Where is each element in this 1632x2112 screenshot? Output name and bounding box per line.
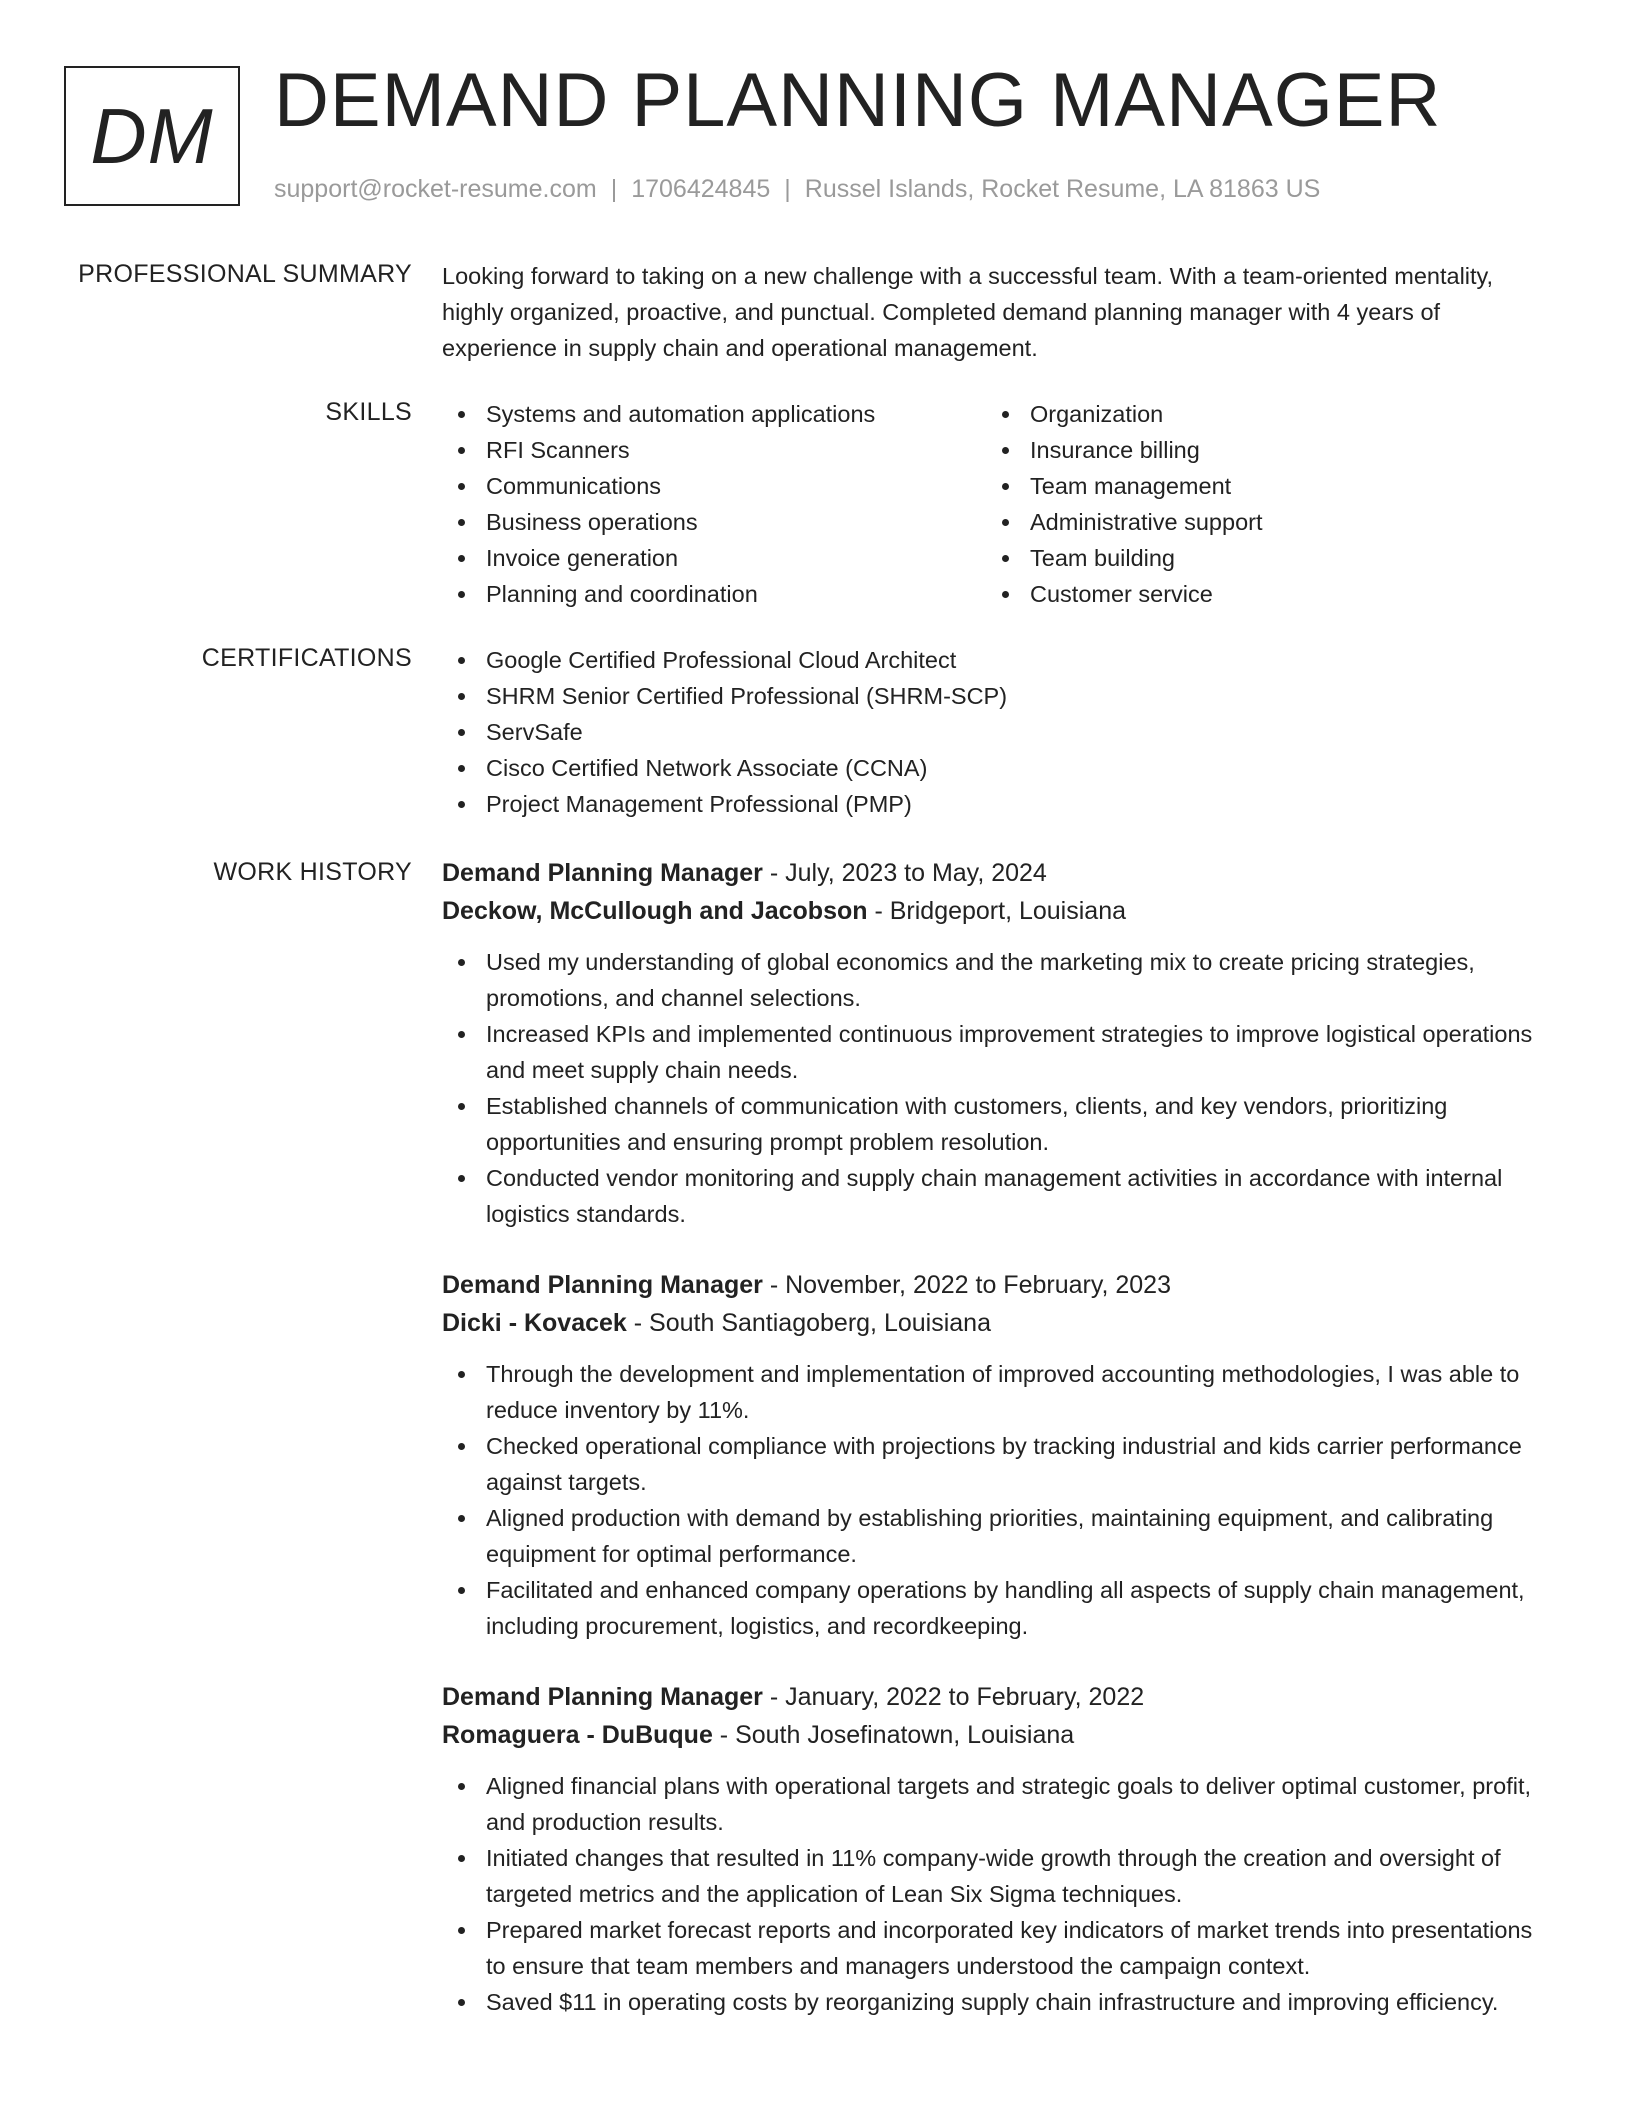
certifications-list bbox=[442, 642, 1552, 822]
skill-item: Administrative support bbox=[986, 504, 1530, 540]
job-title-line bbox=[442, 854, 1552, 892]
job-company: Romaguera - DuBuque bbox=[442, 1721, 713, 1749]
job-title: Demand Planning Manager bbox=[442, 859, 763, 887]
contact-address: Russel Islands, Rocket Resume, LA 81863 US bbox=[804, 175, 1321, 203]
skills-list-right bbox=[986, 396, 1530, 612]
section-label-summary: PROFESSIONAL SUMMARY bbox=[78, 260, 412, 288]
job-dates: - July, 2023 to May, 2024 bbox=[762, 859, 1047, 887]
job-bullet: Established channels of communication with customers, clients, and key vendors, prioritizing opportunities and ensuring prompt problem resolution. bbox=[442, 1088, 1552, 1160]
skill-item: Planning and coordination bbox=[442, 576, 986, 612]
job-bullet: Aligned financial plans with operational targets and strategic goals to deliver optimal customer, profit, and production results. bbox=[442, 1768, 1552, 1840]
job-bullet: Aligned production with demand by establishing priorities, maintaining equipment, and calibrating equipment for optimal performance. bbox=[442, 1500, 1552, 1572]
skill-item: Business operations bbox=[442, 504, 986, 540]
job-title: Demand Planning Manager bbox=[442, 1271, 763, 1299]
job-entry bbox=[442, 1678, 1552, 2020]
job-location: - South Santiagoberg, Louisiana bbox=[626, 1309, 991, 1337]
job-title-line bbox=[442, 1266, 1552, 1304]
job-entry bbox=[442, 1266, 1552, 1644]
job-company-line bbox=[442, 1716, 1552, 1754]
job-bullet: Used my understanding of global economics and the marketing mix to create pricing strategies, promotions, and channel selections. bbox=[442, 944, 1552, 1016]
job-title: Demand Planning Manager bbox=[442, 1683, 763, 1711]
skill-item: Systems and automation applications bbox=[442, 396, 986, 432]
job-company: Dicki - Kovacek bbox=[442, 1309, 627, 1337]
job-bullet: Saved $11 in operating costs by reorganizing supply chain infrastructure and improving efficiency. bbox=[442, 1984, 1552, 2020]
skills-list-left bbox=[442, 396, 986, 612]
job-bullet: Facilitated and enhanced company operations by handling all aspects of supply chain management, including procurement, logistics, and recordkeeping. bbox=[442, 1572, 1552, 1644]
contact-separator: | bbox=[610, 175, 618, 203]
certification-item: SHRM Senior Certified Professional (SHRM-SCP) bbox=[442, 678, 1552, 714]
job-location: - Bridgeport, Louisiana bbox=[867, 897, 1126, 925]
skill-item: Insurance billing bbox=[986, 432, 1530, 468]
job-company: Deckow, McCullough and Jacobson bbox=[442, 897, 868, 925]
summary-body bbox=[442, 258, 1552, 366]
certifications-body bbox=[442, 642, 1552, 822]
section-label-work-history: WORK HISTORY bbox=[213, 858, 412, 886]
job-title-line bbox=[442, 1678, 1552, 1716]
job-dates: - January, 2022 to February, 2022 bbox=[762, 1683, 1145, 1711]
contact-line bbox=[274, 174, 1320, 204]
section-label-skills: SKILLS bbox=[325, 398, 412, 426]
job-bullet: Through the development and implementation of improved accounting methodologies, I was able to reduce inventory by 11%. bbox=[442, 1356, 1552, 1428]
job-entry bbox=[442, 854, 1552, 1232]
contact-separator: | bbox=[784, 175, 791, 203]
certification-item: Project Management Professional (PMP) bbox=[442, 786, 1552, 822]
job-company-line bbox=[442, 892, 1552, 930]
certification-item: Cisco Certified Network Associate (CCNA) bbox=[442, 750, 1552, 786]
job-bullets bbox=[442, 1768, 1552, 2020]
skill-item: Team management bbox=[986, 468, 1530, 504]
section-label-certifications: CERTIFICATIONS bbox=[201, 644, 412, 672]
skill-item: Communications bbox=[442, 468, 986, 504]
skill-item: RFI Scanners bbox=[442, 432, 986, 468]
skills-body bbox=[442, 396, 1552, 612]
job-bullets bbox=[442, 944, 1552, 1232]
job-bullet: Increased KPIs and implemented continuous improvement strategies to improve logistical operations and meet supply chain needs. bbox=[442, 1016, 1552, 1088]
skill-item: Invoice generation bbox=[442, 540, 986, 576]
skill-item: Customer service bbox=[986, 576, 1530, 612]
job-dates: - November, 2022 to February, 2023 bbox=[762, 1271, 1171, 1299]
monogram-badge: DM bbox=[64, 66, 240, 206]
summary-text: Looking forward to taking on a new challenge with a successful team. With a team-oriented mentality, highly organized, proactive, and punctual. Completed demand planning manager with 4 years of experience in supply chain and operational management. bbox=[442, 263, 1494, 361]
job-bullet: Conducted vendor monitoring and supply chain management activities in accordance with internal logistics standards. bbox=[442, 1160, 1552, 1232]
job-bullets bbox=[442, 1356, 1552, 1644]
job-bullet: Initiated changes that resulted in 11% company-wide growth through the creation and oversight of targeted metrics and the application of Lean Six Sigma techniques. bbox=[442, 1840, 1552, 1912]
resume-title: DEMAND PLANNING MANAGER bbox=[274, 58, 1442, 143]
skill-item: Team building bbox=[986, 540, 1530, 576]
certification-item: Google Certified Professional Cloud Architect bbox=[442, 642, 1552, 678]
job-bullet: Prepared market forecast reports and incorporated key indicators of market trends into presentations to ensure that team members and managers understood the campaign context. bbox=[442, 1912, 1552, 1984]
job-location: - South Josefinatown, Louisiana bbox=[712, 1721, 1075, 1749]
contact-email: support@rocket-resume.com bbox=[274, 175, 597, 203]
contact-phone: 1706424845 bbox=[631, 175, 771, 203]
job-company-line bbox=[442, 1304, 1552, 1342]
skill-item: Organization bbox=[986, 396, 1530, 432]
certification-item: ServSafe bbox=[442, 714, 1552, 750]
job-bullet: Checked operational compliance with projections by tracking industrial and kids carrier performance against targets. bbox=[442, 1428, 1552, 1500]
